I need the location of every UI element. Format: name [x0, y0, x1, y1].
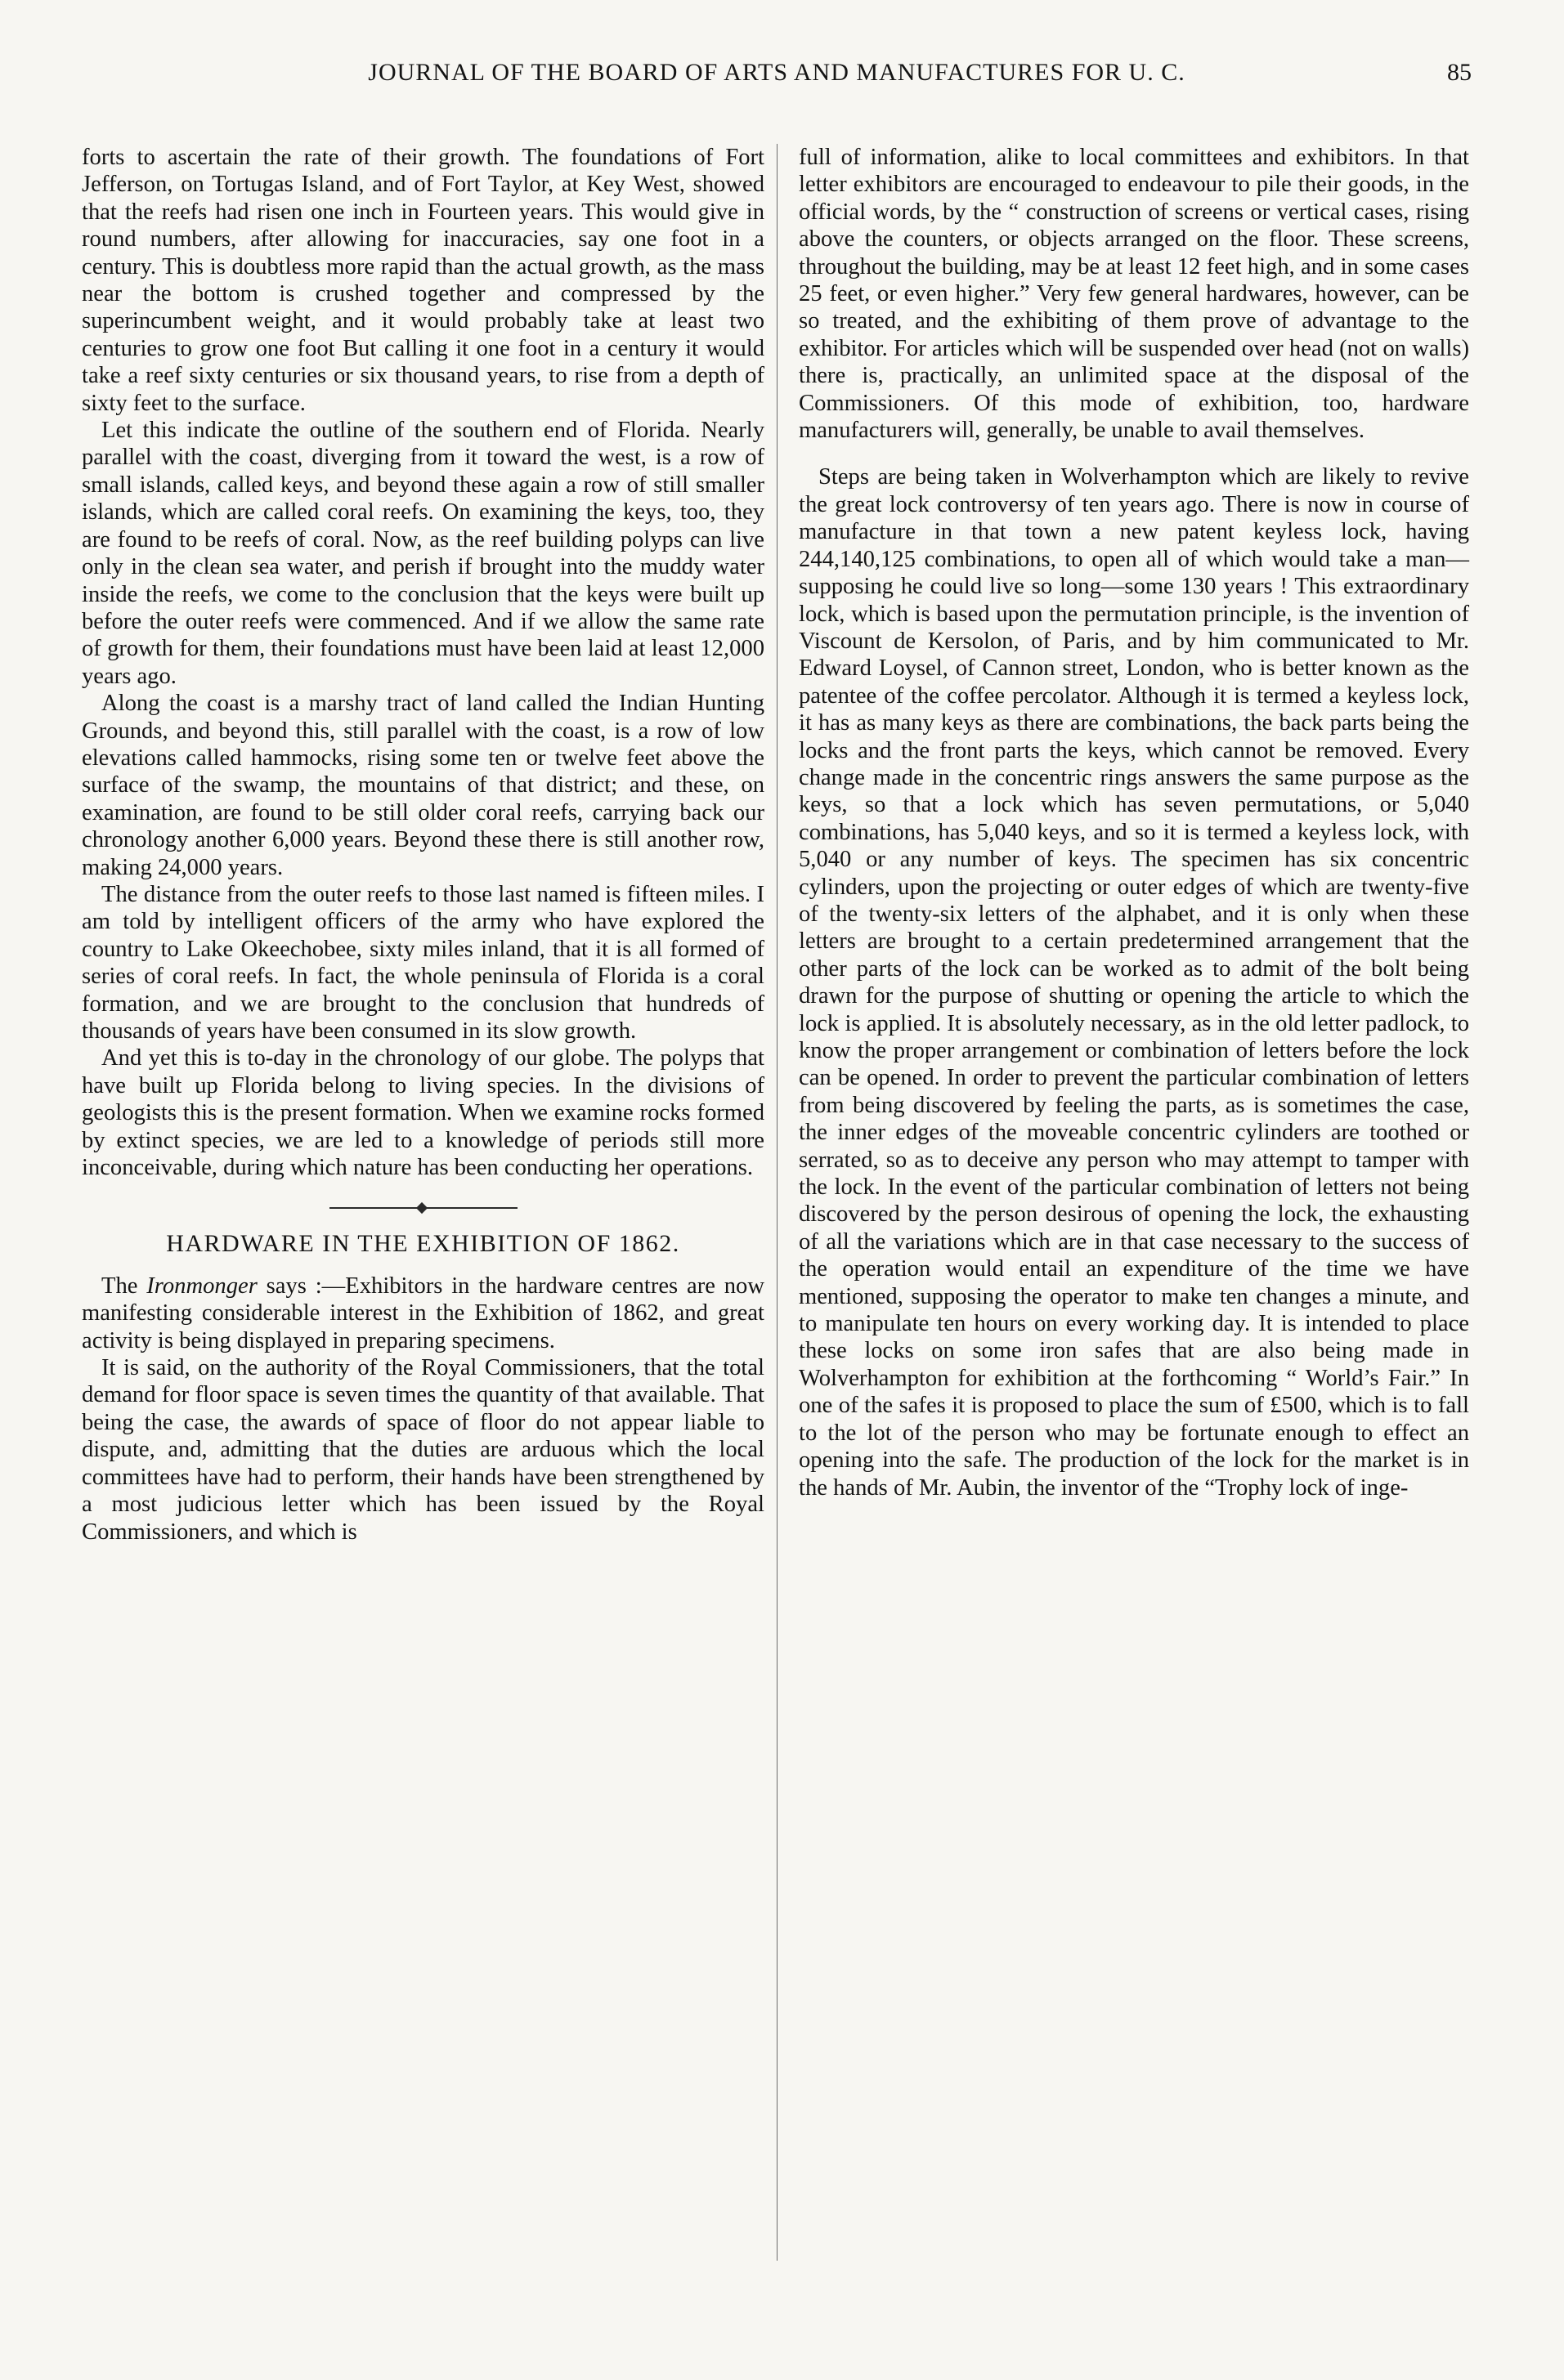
paragraph-peninsula: The distance from the outer reefs to those last named is fifteen miles. I am told by intelligent officers of the army who have explored the country to Lake Okeechobee, sixty miles inland, that it is all formed of series of coral reefs. In fact, the whole peninsula of Florida is a coral formation, and we are brought to the conclusion that hundreds of thousands of years have been consumed in its slow growth.	[82, 881, 764, 1044]
paragraph-commissioners-letter: full of information, alike to local committees and exhibitors. In that letter exhibitors are encouraged to endeavour to pile their goods, in the official words, by the “ construction of screens or vertical cases, rising above the counters, or objects arranged on the floor. These screens, throughout the building, may be at least 12 feet high, and in some cases 25 feet, or even higher.” Very few general hardwares, however, can be so treated, and the exhibiting of them prove of advantage to the exhibitor. For articles which will be suspended over head (not on walls) there is, practically, an unlimited space at the disposal of the Commissioners. Of this mode of exhibition, too, hardware manufacturers will, generally, be unable to avail themselves.	[799, 145, 1469, 444]
running-head	[82, 54, 1472, 92]
left-column	[82, 144, 764, 1546]
page-number: 85	[1447, 59, 1472, 86]
column-rule	[777, 144, 778, 2261]
section-heading: HARDWARE IN THE EXHIBITION OF 1862.	[166, 1230, 680, 1258]
source-title: Ironmonger	[146, 1273, 258, 1299]
quote-body: says :—Exhibitors in the hardware centres are now manifesting considerable interest in the Exhibition of 1862, and great activity is being displayed in preparing specimens.	[82, 1273, 764, 1353]
paragraph-hammocks: Along the coast is a marshy tract of land called the Indian Hunting Grounds, and beyond this, still parallel with the coast, is a row of low elevations called hammocks, rising some ten or twelve feet above the surface of the swamp, the mountains of that district; and these, on examination, are found to be still older coral reefs, carrying back our chronology another 6,000 years. Beyond these there is still another row, making 24,000 years.	[82, 691, 764, 880]
paragraph-keys-and-reefs: Let this indicate the outline of the southern end of Florida. Nearly parallel with the coast, diverging from it toward the west, is a row of small islands, called keys, and beyond these again a row of still smaller islands, which are called coral reefs. On examining the keys, too, they are found to be reefs of coral. Now, as the reef building polyps can live only in the clean sea water, and perish if brought into the muddy water inside the reefs, we come to the conclusion that the keys were built up before the outer reefs were commenced. And if we allow the same rate of growth for them, their foundations must have been laid at least 12,000 years ago.	[82, 418, 764, 689]
paragraph-ironmonger-quote	[82, 1273, 764, 1354]
paragraph-coral-growth-rate: forts to ascertain the rate of their growth. The foundations of Fort Jefferson, on Tortugas Island, and of Fort Taylor, at Key West, showed that the reefs had risen one inch in Fourteen years. This would give in round numbers, after allowing for inaccuracies, say one foot in a century. This is doubtless more rapid than the actual growth, as the mass near the bottom is crushed together and compressed by the superincumbent weight, and it would probably take at least two centuries to grow one foot But calling it one foot in a century it would take a reef sixty centuries or six thousand years, to rise from a depth of sixty feet to the surface.	[82, 145, 764, 416]
quote-lead: The	[101, 1273, 147, 1299]
paragraph-floor-space: It is said, on the authority of the Royal Commissioners, that the total demand for floor space is seven times the quantity of that available. That being the case, the awards of space of floor do not appear liable to dispute, and, admitting that the duties are arduous which the local committees have had to perform, their hands have been strengthened by a most judicious letter which has been issued by the Royal Commissioners, and which is	[82, 1355, 764, 1545]
running-title: JOURNAL OF THE BOARD OF ARTS AND MANUFACTURES FOR U. C.	[368, 59, 1185, 86]
section-divider	[329, 1202, 518, 1214]
right-column	[799, 144, 1469, 1501]
paragraph-keyless-lock: Steps are being taken in Wolverhampton which are likely to revive the great lock controversy of ten years ago. There is now in course of manufacture in that town a new patent keyless lock, having 244,140,125 combinations, to open all of which would take a man—supposing he could live so long—some 130 years ! This extraordinary lock, which is based upon the permutation principle, is the invention of Viscount de Kersolon, of Paris, and by him communicated to Mr. Edward Loysel, of Cannon street, London, who is better known as the patentee of the coffee percolator. Although it is termed a keyless lock, it has as many keys as there are combinations, the back parts being the locks and the front parts the keys, which cannot be removed. Every change made in the concentric rings answers the same purpose as the keys, so that a lock which has seven permutations, or 5,040 combinations, has 5,040 keys, and so it is termed a keyless lock, with 5,040 or any number of keys. The specimen has six concentric cylinders, upon the projecting or outer edges of which are twenty-five of the twenty-six letters of the alphabet, and it is only when these letters are brought to a certain predetermined arrangement that the other parts of the lock can be worked as to admit of the bolt being drawn for the purpose of shutting or opening the article to which the lock is applied. It is absolutely necessary, as in the old letter padlock, to know the proper arrangement or combination of letters before the lock can be opened. In order to prevent the particular combination of letters from being discovered by feeling the parts, as is sometimes the case, the inner edges of the moveable concentric cylinders are toothed or serrated, so as to deceive any person who may attempt to tamper with the lock. In the event of the particular combination of letters not being discovered by the person desirous of opening the lock, the exhausting of all the variations which are in that case necessary to the success of the operation would entail an expenditure of the time we have mentioned, supposing the operator to make ten changes a minute, and to manipulate ten hours on every working day. It is intended to place these locks on some iron safes that are also being made in Wolverhampton for exhibition at the forthcoming “ World’s Fair.” In one of the safes it is proposed to place the sum of £500, which is to fall to the lot of the person who may be fortunate enough to effect an opening into the safe. The production of the lock for the market is in the hands of Mr. Aubin, the inventor of the “Trophy lock of inge-	[799, 464, 1469, 1501]
paragraph-chronology: And yet this is to-day in the chronology of our globe. The polyps that have built up Florida belong to living species. In the divisions of geologists this is the present formation. When we examine rocks formed by extinct species, we are led to a knowledge of periods still more inconceivable, during which nature has been conducting her operations.	[82, 1045, 764, 1181]
